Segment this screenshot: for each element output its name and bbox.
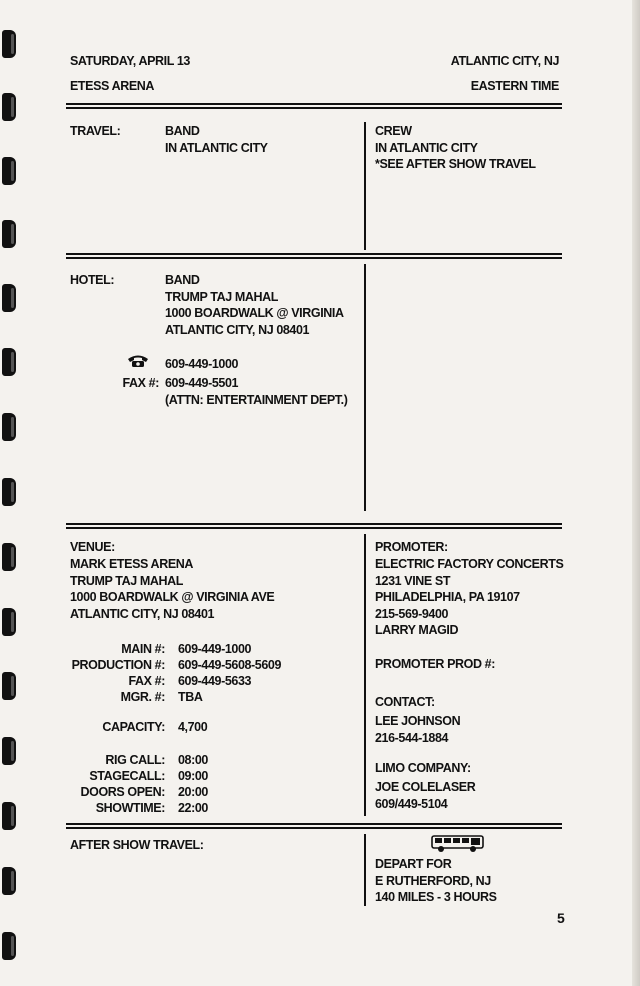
after-show-line: 140 MILES - 3 HOURS (375, 890, 497, 905)
page-edge (632, 0, 640, 986)
spiral-binding (0, 0, 22, 986)
page-number: 5 (557, 910, 565, 926)
hotel-fax: 609-449-5501 (165, 376, 239, 390)
schedule-showtime-label: SHOWTIME: (95, 801, 165, 815)
venue-fax-value: 609-449-5633 (178, 674, 252, 688)
venue-mgr-value: TBA (178, 690, 203, 704)
hotel-info (165, 272, 344, 338)
contact-info (375, 713, 460, 746)
hotel-fax-note: (ATTN: ENTERTAINMENT DEPT.) (165, 393, 348, 407)
schedule-rigcall-label: RIG CALL: (105, 753, 165, 767)
venue-label: VENUE: (70, 540, 115, 554)
promoter-line: PHILADELPHIA, PA 19107 (375, 590, 520, 605)
after-show-line: E RUTHERFORD, NJ (375, 873, 491, 888)
contact-line: LEE JOHNSON (375, 714, 461, 728)
divider-after-show-vertical (364, 834, 366, 906)
header-date: SATURDAY, APRIL 13 (70, 54, 190, 68)
venue-capacity-label: CAPACITY: (102, 720, 165, 734)
travel-band (165, 123, 268, 156)
venue-address (70, 556, 274, 622)
venue-main-label: MAIN #: (121, 642, 165, 656)
travel-crew-line: IN ATLANTIC CITY (375, 140, 478, 155)
limo-line: JOE COLELASER (375, 780, 476, 794)
hotel-address-line: 1000 BOARDWALK @ VIRGINIA (165, 306, 344, 321)
contact-label: CONTACT: (375, 695, 435, 709)
divider-header (66, 103, 562, 109)
hotel-address-line: TRUMP TAJ MAHAL (165, 289, 278, 304)
travel-crew (375, 123, 536, 173)
divider-venue-vertical (364, 534, 366, 816)
venue-address-line: MARK ETESS ARENA (70, 557, 194, 571)
promoter-line: LARRY MAGID (375, 623, 459, 638)
promoter-line: 215-569-9400 (375, 606, 449, 621)
venue-fax-label: FAX #: (128, 674, 165, 688)
header-city: ATLANTIC CITY, NJ (450, 54, 559, 68)
after-show-info (375, 856, 497, 906)
divider-travel-vertical (364, 122, 366, 250)
venue-production-value: 609-449-5608-5609 (178, 658, 282, 672)
schedule-stagecall-label: STAGECALL: (89, 769, 165, 783)
hotel-phone: 609-449-1000 (165, 357, 239, 371)
hotel-address-line: ATLANTIC CITY, NJ 08401 (165, 322, 310, 337)
travel-label: TRAVEL: (70, 124, 121, 138)
limo-label: LIMO COMPANY: (375, 761, 471, 775)
venue-address-line: ATLANTIC CITY, NJ 08401 (70, 606, 215, 621)
hotel-label: HOTEL: (70, 273, 115, 287)
venue-address-line: TRUMP TAJ MAHAL (70, 573, 183, 588)
contact-line: 216-544-1884 (375, 730, 449, 745)
promoter-line: ELECTRIC FACTORY CONCERTS (375, 557, 564, 571)
divider-travel (66, 253, 562, 259)
promoter-info (375, 556, 563, 639)
hotel-fax-label: FAX #: (122, 376, 159, 390)
travel-band-line: IN ATLANTIC CITY (165, 140, 268, 155)
schedule-doors-value: 20:00 (178, 785, 208, 799)
schedule-rigcall-value: 08:00 (178, 753, 208, 767)
promoter-prod-label: PROMOTER PROD #: (375, 657, 495, 671)
schedule-stagecall-value: 09:00 (178, 769, 208, 783)
promoter-label: PROMOTER: (375, 540, 448, 554)
after-show-label: AFTER SHOW TRAVEL: (70, 838, 204, 852)
header-venue: ETESS ARENA (70, 79, 155, 93)
travel-band-heading: BAND (165, 124, 200, 138)
limo-line: 609/449-5104 (375, 796, 448, 811)
schedule-showtime-value: 22:00 (178, 801, 208, 815)
bus-icon (431, 834, 485, 853)
venue-capacity-value: 4,700 (178, 720, 208, 734)
divider-venue (66, 823, 562, 829)
header-timezone: EASTERN TIME (470, 79, 559, 93)
limo-info (375, 779, 475, 812)
venue-main-value: 609-449-1000 (178, 642, 252, 656)
promoter-line: 1231 VINE ST (375, 573, 451, 588)
telephone-icon (127, 354, 149, 368)
divider-hotel (66, 523, 562, 529)
venue-mgr-label: MGR. #: (120, 690, 165, 704)
travel-crew-heading: CREW (375, 124, 412, 138)
venue-address-line: 1000 BOARDWALK @ VIRGINIA AVE (70, 590, 275, 605)
travel-crew-line: *SEE AFTER SHOW TRAVEL (375, 157, 536, 172)
divider-hotel-vertical (364, 264, 366, 511)
venue-production-label: PRODUCTION #: (71, 658, 165, 672)
schedule-doors-label: DOORS OPEN: (80, 785, 165, 799)
after-show-line: DEPART FOR (375, 857, 452, 871)
hotel-heading: BAND (165, 273, 200, 287)
